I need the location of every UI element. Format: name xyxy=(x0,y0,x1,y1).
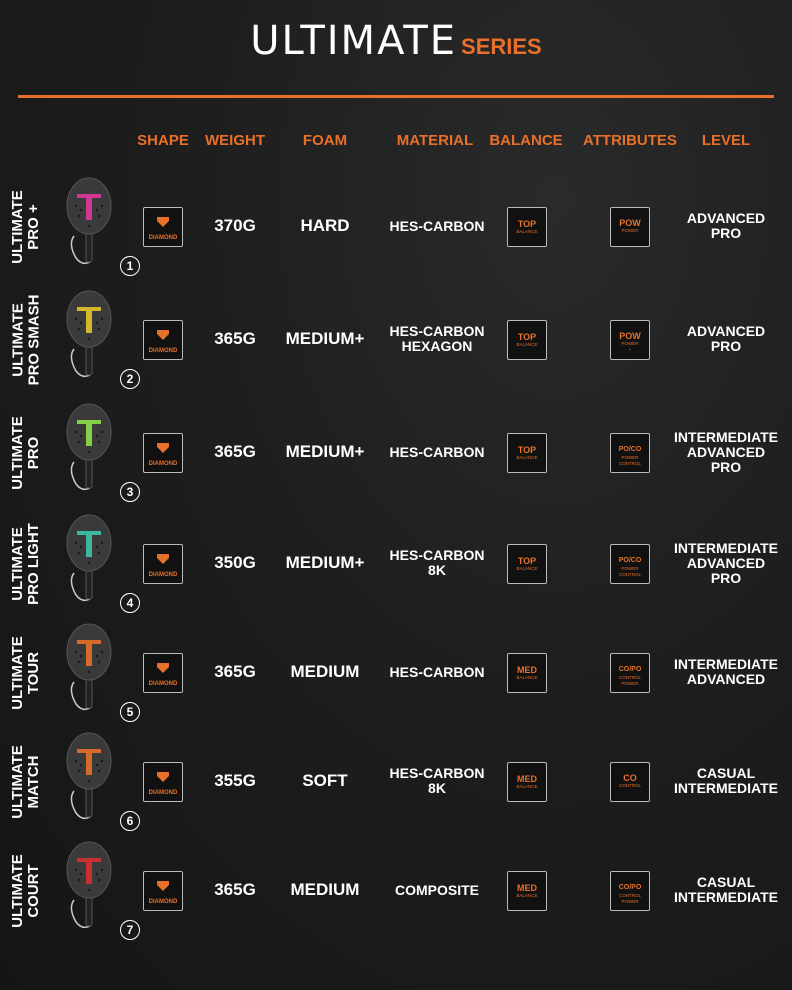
shape-label: DIAMOND xyxy=(148,235,178,241)
level-value: CASUAL INTERMEDIATE xyxy=(674,765,778,796)
header-material: MATERIAL xyxy=(396,132,474,149)
foam-value: SOFT xyxy=(302,771,348,790)
attributes-sub: CONTROL POWER xyxy=(618,893,641,904)
balance-value: TOP xyxy=(517,219,537,229)
attributes-sub: POWER CONTROL xyxy=(618,455,641,466)
attributes-sub: POWER + xyxy=(621,341,639,352)
balance-sub: BALANCE xyxy=(516,893,538,898)
attributes-badge xyxy=(610,207,650,247)
balance-value: MED xyxy=(517,774,537,784)
racket-number: 6 xyxy=(120,811,140,831)
foam-value: MEDIUM+ xyxy=(285,553,365,572)
diamond-shape-icon xyxy=(156,662,170,674)
racket-image xyxy=(64,840,120,930)
balance-value: MED xyxy=(517,665,537,675)
table-row xyxy=(0,398,792,508)
racket-name xyxy=(4,172,48,282)
weight-value: 365G xyxy=(214,442,256,461)
attributes-value: POW xyxy=(619,331,641,341)
balance-sub: BALANCE xyxy=(516,784,538,789)
shape-badge xyxy=(143,544,183,584)
racket-image xyxy=(64,731,120,821)
shape-badge xyxy=(143,762,183,802)
racket-number: 4 xyxy=(120,593,140,613)
balance-badge xyxy=(507,544,547,584)
balance-sub: BALANCE xyxy=(516,675,538,680)
attributes-badge xyxy=(610,320,650,360)
racket-number: 5 xyxy=(120,702,140,722)
attributes-sub: CONTROL xyxy=(618,783,641,788)
attributes-badge xyxy=(610,762,650,802)
material-value: HES-CARBON 8K xyxy=(389,547,485,578)
racket-name-label: ULTIMATE TOUR xyxy=(9,636,42,710)
level-value: CASUAL INTERMEDIATE xyxy=(674,874,778,905)
shape-badge xyxy=(143,320,183,360)
header-divider xyxy=(18,95,774,98)
balance-badge xyxy=(507,433,547,473)
diamond-shape-icon xyxy=(156,880,170,892)
title-main: ULTIMATE xyxy=(250,18,458,64)
balance-badge xyxy=(507,207,547,247)
balance-sub: BALANCE xyxy=(516,455,538,460)
attributes-badge xyxy=(610,871,650,911)
balance-badge xyxy=(507,653,547,693)
material-value: HES-CARBON 8K xyxy=(389,765,485,796)
racket-image xyxy=(64,513,120,603)
table-row xyxy=(0,836,792,946)
attributes-sub: POWER CONTROL xyxy=(618,566,641,577)
shape-label: DIAMOND xyxy=(148,899,178,905)
diamond-shape-icon xyxy=(156,329,170,341)
shape-badge xyxy=(143,207,183,247)
attributes-badge xyxy=(610,544,650,584)
racket-number: 2 xyxy=(120,369,140,389)
header-shape: SHAPE xyxy=(137,132,189,149)
racket-name-label: ULTIMATE PRO LIGHT xyxy=(9,523,43,605)
attributes-value: CO/PO xyxy=(618,884,642,891)
header-weight: WEIGHT xyxy=(205,132,265,149)
weight-value: 365G xyxy=(214,880,256,899)
attributes-value: CO/PO xyxy=(618,666,642,673)
attributes-sub: POWER xyxy=(621,228,639,233)
racket-number: 7 xyxy=(120,920,140,940)
diamond-shape-icon xyxy=(156,216,170,228)
racket-name xyxy=(4,618,48,728)
foam-value: MEDIUM+ xyxy=(285,442,365,461)
foam-value: HARD xyxy=(300,216,350,235)
balance-value: TOP xyxy=(517,332,537,342)
racket-name-label: ULTIMATE PRO + xyxy=(9,190,42,264)
balance-badge xyxy=(507,871,547,911)
racket-number: 1 xyxy=(120,256,140,276)
attributes-value: PO/CO xyxy=(618,446,642,453)
material-value: HES-CARBON xyxy=(389,443,485,460)
balance-badge xyxy=(507,320,547,360)
page-title xyxy=(0,18,792,64)
balance-value: TOP xyxy=(517,445,537,455)
attributes-value: CO xyxy=(623,773,637,783)
level-value: ADVANCED PRO xyxy=(686,210,766,241)
balance-badge xyxy=(507,762,547,802)
racket-name-label: ULTIMATE MATCH xyxy=(9,745,42,819)
header-attributes: ATTRIBUTES xyxy=(583,132,677,149)
weight-value: 365G xyxy=(214,329,256,348)
racket-image xyxy=(64,622,120,712)
title-sub: SERIES xyxy=(461,34,542,59)
weight-value: 350G xyxy=(214,553,256,572)
attributes-value: POW xyxy=(619,218,641,228)
table-row xyxy=(0,727,792,837)
diamond-shape-icon xyxy=(156,553,170,565)
shape-label: DIAMOND xyxy=(148,790,178,796)
diamond-shape-icon xyxy=(156,442,170,454)
material-value: HES-CARBON HEXAGON xyxy=(389,323,485,354)
balance-sub: BALANCE xyxy=(516,342,538,347)
racket-image xyxy=(64,402,120,492)
header-level: LEVEL xyxy=(701,132,751,149)
racket-image xyxy=(64,176,120,266)
attributes-badge xyxy=(610,433,650,473)
diamond-shape-icon xyxy=(156,771,170,783)
shape-badge xyxy=(143,871,183,911)
header-balance: BALANCE xyxy=(489,132,563,149)
material-value: HES-CARBON xyxy=(389,663,485,680)
level-value: INTERMEDIATE ADVANCED xyxy=(674,656,778,687)
foam-value: MEDIUM xyxy=(290,880,360,899)
attributes-sub: CONTROL POWER xyxy=(618,675,641,686)
weight-value: 365G xyxy=(214,662,256,681)
attributes-value: PO/CO xyxy=(618,557,642,564)
material-value: HES-CARBON xyxy=(389,217,485,234)
level-value: INTERMEDIATE ADVANCED PRO xyxy=(674,428,778,475)
racket-name xyxy=(4,509,48,619)
table-row xyxy=(0,509,792,619)
racket-number: 3 xyxy=(120,482,140,502)
table-row xyxy=(0,618,792,728)
shape-label: DIAMOND xyxy=(148,572,178,578)
racket-image xyxy=(64,289,120,379)
shape-badge xyxy=(143,433,183,473)
table-row xyxy=(0,285,792,395)
level-value: ADVANCED PRO xyxy=(686,323,766,354)
material-value: COMPOSITE xyxy=(394,881,480,898)
attributes-badge xyxy=(610,653,650,693)
racket-name-label: ULTIMATE PRO SMASH xyxy=(9,294,42,386)
foam-value: MEDIUM xyxy=(290,662,360,681)
balance-sub: BALANCE xyxy=(516,566,538,571)
shape-badge xyxy=(143,653,183,693)
weight-value: 370G xyxy=(214,216,256,235)
racket-name xyxy=(4,285,48,395)
shape-label: DIAMOND xyxy=(148,461,178,467)
balance-sub: BALANCE xyxy=(516,229,538,234)
balance-value: TOP xyxy=(517,556,537,566)
shape-label: DIAMOND xyxy=(148,348,178,354)
shape-label: DIAMOND xyxy=(148,681,178,687)
level-value: INTERMEDIATE ADVANCED PRO xyxy=(674,539,778,586)
table-row xyxy=(0,172,792,282)
racket-name-label: ULTIMATE COURT xyxy=(9,854,42,928)
weight-value: 355G xyxy=(214,771,256,790)
balance-value: MED xyxy=(517,883,537,893)
racket-name xyxy=(4,836,48,946)
racket-name xyxy=(4,398,48,508)
racket-name-label: ULTIMATE PRO xyxy=(9,416,42,490)
header-foam: FOAM xyxy=(302,132,348,149)
foam-value: MEDIUM+ xyxy=(285,329,365,348)
racket-name xyxy=(4,727,48,837)
